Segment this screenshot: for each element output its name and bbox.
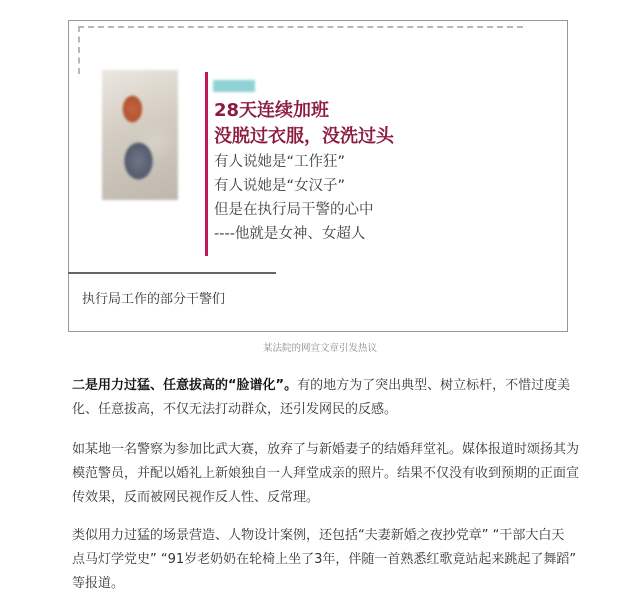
paragraph-3 (72, 524, 577, 596)
headline-1: 28天连续加班 (214, 100, 330, 121)
paragraph-3-line-2: 点马灯学党史” “91岁老奶奶在轮椅上坐了3年，伴随一首熟悉红歌竟站起来跳起了舞蹈” (72, 552, 577, 567)
paragraph-3-line-3: 等报道。 (72, 576, 125, 591)
figure-caption: 某法院的网宣文章引发热议 (262, 343, 377, 354)
paragraph-2-line-3: 传效果，反而被网民视作反人性、反常理。 (72, 490, 320, 505)
paragraph-1 (72, 374, 574, 422)
headline-2: 没脱过衣服，没洗过头 (214, 126, 394, 147)
paragraph-2-line-1: 如某地一名警察为参加比武大赛，放弃了与新婚妻子的结婚拜堂礼。媒体报道时颂扬其为 (72, 442, 580, 457)
paragraph-1-text: 有的地方为了突出典型、树立标杆，不惜过度美 (297, 378, 571, 393)
caption-rule (68, 272, 276, 274)
subline-4: ----他就是女神、女超人 (214, 226, 366, 242)
dashed-frame-left (78, 26, 80, 74)
paragraph-3-line-1: 类似用力过猛的场景营造、人物设计案例，还包括“夫妻新婚之夜抄党章” “干部大白天 (72, 528, 565, 543)
paragraph-2 (72, 438, 580, 510)
paragraph-2-line-2: 模范警员，并配以婚礼上新娘独自一人拜堂成亲的照片。结果不仅没有收到预期的正面宣 (72, 466, 580, 481)
accent-bar (205, 72, 208, 256)
image-inner-caption: 执行局工作的部分干警们 (82, 292, 226, 307)
blurred-photo (102, 70, 178, 200)
subline-3: 但是在执行局干警的心中 (214, 202, 374, 218)
subline-1: 有人说她是“工作狂” (214, 154, 346, 170)
dashed-frame-top (78, 26, 523, 28)
paragraph-1-bold-lead: 二是用力过猛、任意拔高的“脸谱化”。 (72, 378, 298, 393)
blurred-tag (213, 80, 255, 92)
paragraph-1-line-2: 化、任意拔高，不仅无法打动群众，还引发网民的反感。 (72, 402, 398, 417)
subline-2: 有人说她是“女汉子” (214, 178, 346, 194)
